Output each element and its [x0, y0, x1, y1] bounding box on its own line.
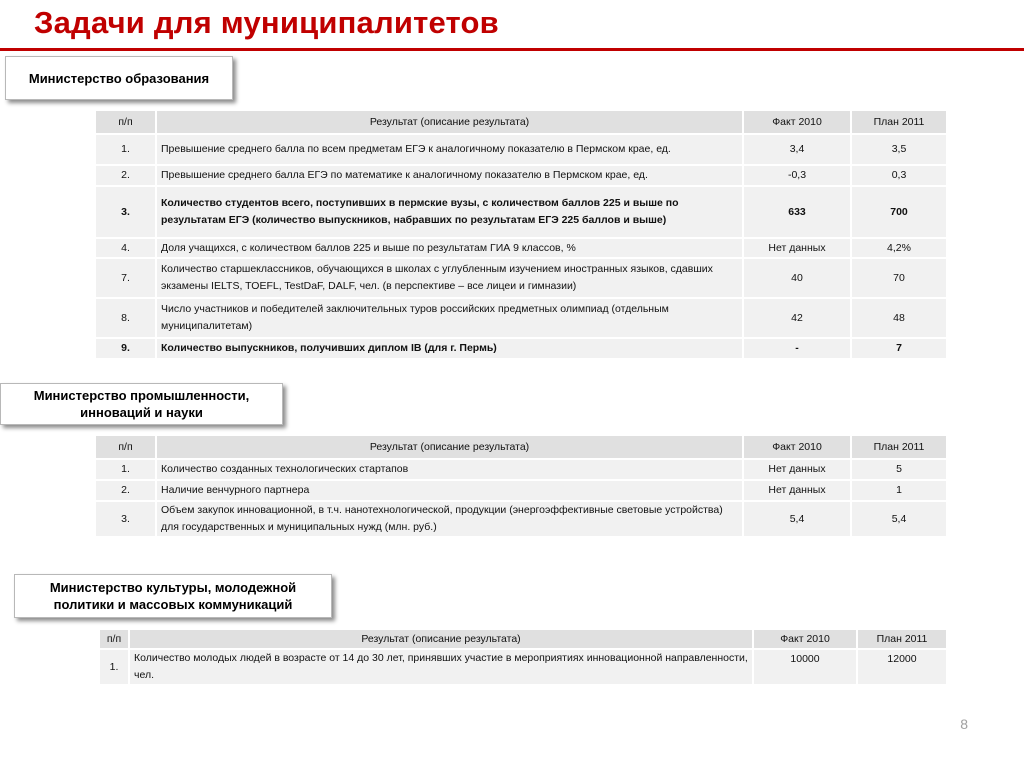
- header-num: п/п: [95, 110, 156, 134]
- header-result: Результат (описание результата): [156, 110, 743, 134]
- row-description: Объем закупок инновационной, в т.ч. нанотехнологической, продукции (энергоэффективные световые устройства) для государственных и муниципальных нужд (млн. руб.): [156, 501, 743, 537]
- row-plan: 1: [851, 480, 947, 501]
- row-num: 7.: [95, 258, 156, 298]
- row-fact: Нет данных: [743, 459, 851, 480]
- row-fact: 10000: [753, 649, 857, 685]
- header-plan-2011: План 2011: [851, 110, 947, 134]
- row-num: 2.: [95, 480, 156, 501]
- table-header-row: [95, 110, 947, 134]
- table-row: [95, 238, 947, 258]
- table-row: [95, 186, 947, 238]
- row-fact: 5,4: [743, 501, 851, 537]
- title-divider: [0, 48, 1024, 51]
- row-plan: 5,4: [851, 501, 947, 537]
- row-plan: 48: [851, 298, 947, 338]
- row-description: Количество молодых людей в возрасте от 14 до 30 лет, принявших участие в мероприятиях инновационной направленности, чел.: [129, 649, 753, 685]
- row-fact: 40: [743, 258, 851, 298]
- header-fact-2010: Факт 2010: [743, 435, 851, 459]
- row-num: 9.: [95, 338, 156, 359]
- row-plan: 12000: [857, 649, 947, 685]
- table-header-row: [95, 435, 947, 459]
- row-num: 3.: [95, 186, 156, 238]
- row-description: Доля учащихся, с количеством баллов 225 и выше по результатам ГИА 9 классов, %: [156, 238, 743, 258]
- row-plan: 3,5: [851, 134, 947, 165]
- table-row: [95, 501, 947, 537]
- row-num: 4.: [95, 238, 156, 258]
- table-row: [95, 134, 947, 165]
- row-fact: 3,4: [743, 134, 851, 165]
- header-fact-2010: Факт 2010: [753, 629, 857, 649]
- row-fact: -0,3: [743, 165, 851, 186]
- row-description: Наличие венчурного партнера: [156, 480, 743, 501]
- row-plan: 4,2%: [851, 238, 947, 258]
- table-row: [95, 165, 947, 186]
- table-row: [99, 649, 947, 685]
- header-num: п/п: [99, 629, 129, 649]
- table-row: [95, 298, 947, 338]
- header-num: п/п: [95, 435, 156, 459]
- header-plan-2011: План 2011: [851, 435, 947, 459]
- row-fact: 42: [743, 298, 851, 338]
- row-plan: 700: [851, 186, 947, 238]
- header-plan-2011: План 2011: [857, 629, 947, 649]
- row-plan: 5: [851, 459, 947, 480]
- table-row: [95, 258, 947, 298]
- row-description: Количество созданных технологических стартапов: [156, 459, 743, 480]
- row-description: Число участников и победителей заключительных туров российских предметных олимпиад (отдельным муниципалитетам): [156, 298, 743, 338]
- row-description: Количество студентов всего, поступивших в пермские вузы, с количеством баллов 225 и выше по результатам ЕГЭ (количество выпускников, набравших по результатам ЕГЭ 225 баллов и выше): [156, 186, 743, 238]
- header-fact-2010: Факт 2010: [743, 110, 851, 134]
- ministry-education-label: Министерство образования: [5, 56, 233, 100]
- row-plan: 0,3: [851, 165, 947, 186]
- header-result: Результат (описание результата): [129, 629, 753, 649]
- table-row: [95, 459, 947, 480]
- row-num: 1.: [95, 134, 156, 165]
- row-fact: -: [743, 338, 851, 359]
- industry-table: [94, 434, 948, 538]
- row-description: Превышение среднего балла по всем предметам ЕГЭ к аналогичному показателю в Пермском крае, ед.: [156, 134, 743, 165]
- row-plan: 70: [851, 258, 947, 298]
- ministry-industry-label: Министерство промышленности, инноваций и науки: [0, 383, 283, 425]
- row-num: 8.: [95, 298, 156, 338]
- table-header-row: [99, 629, 947, 649]
- row-description: Количество старшеклассников, обучающихся в школах с углубленным изучением иностранных языков, сдавших экзамены IELTS, TOEFL, TestDaF, DALF, чел. (в перспективе – все лицеи и гимназии): [156, 258, 743, 298]
- row-plan: 7: [851, 338, 947, 359]
- row-description: Превышение среднего балла ЕГЭ по математике к аналогичному показателю в Пермском крае, ед.: [156, 165, 743, 186]
- table-row: [95, 338, 947, 359]
- table-row: [95, 480, 947, 501]
- row-fact: Нет данных: [743, 480, 851, 501]
- ministry-culture-label: Министерство культуры, молодежной политики и массовых коммуникаций: [14, 574, 332, 618]
- education-table: [94, 109, 948, 360]
- header-result: Результат (описание результата): [156, 435, 743, 459]
- page-number: 8: [960, 716, 968, 732]
- row-num: 1.: [99, 649, 129, 685]
- row-num: 1.: [95, 459, 156, 480]
- row-num: 2.: [95, 165, 156, 186]
- row-fact: 633: [743, 186, 851, 238]
- page-title: Задачи для муниципалитетов: [34, 5, 499, 40]
- row-fact: Нет данных: [743, 238, 851, 258]
- row-num: 3.: [95, 501, 156, 537]
- row-description: Количество выпускников, получивших диплом IB (для г. Пермь): [156, 338, 743, 359]
- culture-table: [98, 628, 948, 686]
